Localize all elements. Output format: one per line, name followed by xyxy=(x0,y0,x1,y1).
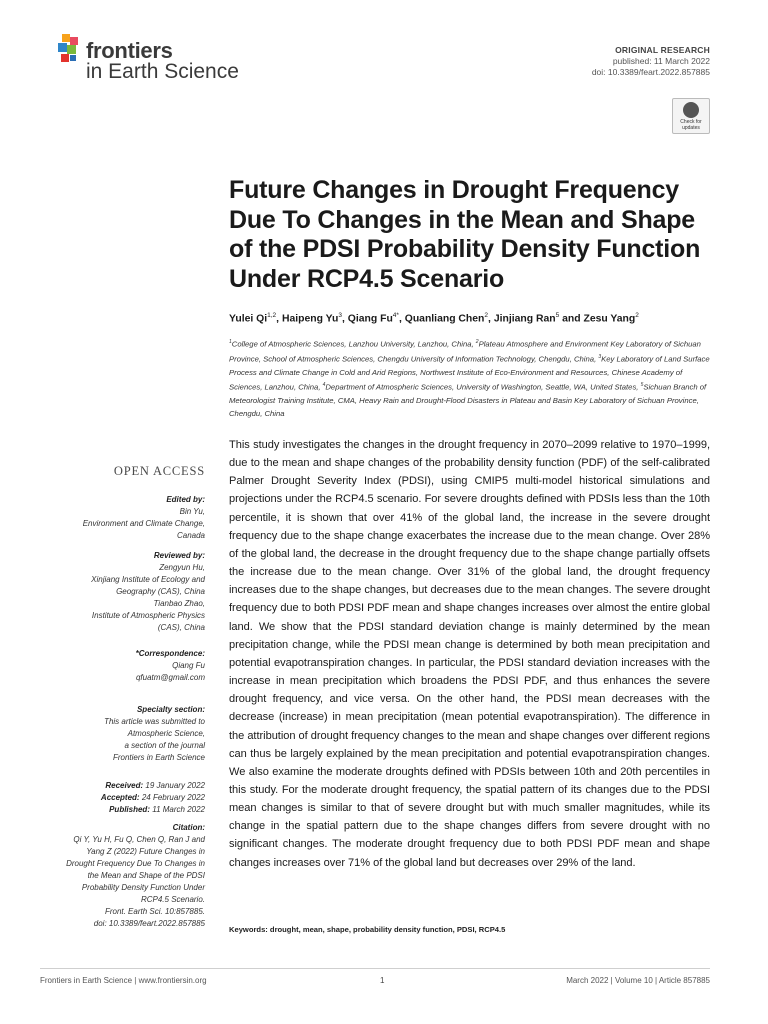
author-name[interactable]: Quanliang Chen xyxy=(404,313,485,325)
published-date: published: 11 March 2022 xyxy=(612,56,710,66)
reviewer-line: (CAS), China xyxy=(157,623,205,632)
reviewer-line: Geography (CAS), China xyxy=(116,587,205,596)
author-affiliation-marker: 2 xyxy=(635,312,639,319)
frontiers-logo-icon xyxy=(56,34,82,68)
affiliations xyxy=(229,336,715,420)
correspondence-email[interactable]: qfuatm@gmail.com xyxy=(135,673,205,682)
affiliation-text: Key Laboratory of Land Surface Process and Climate Change in Cold and Arid Regions, Northwest Institute of Eco-Environment and Resources, Chinese Academy of Sciences, Lanzhou, China, xyxy=(229,354,710,392)
journal-brand: frontiers xyxy=(86,38,173,63)
page-number: 1 xyxy=(380,976,385,985)
citation-line: Front. Earth Sci. 10:857885. xyxy=(104,907,205,916)
editor-line: Environment and Climate Change, xyxy=(82,519,205,528)
affiliation-number: 1 xyxy=(229,339,232,345)
received-date: Received: 19 January 2022 xyxy=(105,781,205,790)
edited-by-section xyxy=(35,494,205,542)
author-affiliation-marker: 2 xyxy=(484,312,489,319)
affiliation-text: Plateau Atmosphere and Environment Key Laboratory of Sichuan Province, School of Atmospheric Sciences, Chengdu University of Information Technology, Chengdu, China, xyxy=(229,339,701,364)
correspondence-name: Qiang Fu xyxy=(172,661,205,670)
reviewed-by-section xyxy=(35,550,205,634)
citation-line: Drought Frequency Due To Changes in xyxy=(66,859,205,868)
article-doi[interactable]: doi: 10.3389/feart.2022.857885 xyxy=(591,67,710,77)
author-name[interactable]: Haipeng Yu xyxy=(281,313,339,325)
edited-by-heading: Edited by: xyxy=(166,495,205,504)
reviewer-line: Xinjiang Institute of Ecology and xyxy=(91,575,205,584)
article-meta xyxy=(592,45,710,78)
accepted-date: Accepted: 24 February 2022 xyxy=(100,793,205,802)
footer-issue-info: March 2022 | Volume 10 | Article 857885 xyxy=(566,976,710,985)
article-title: Future Changes in Drought Frequency Due To Changes in the Mean and Shape of the PDSI Probability Density Function Under RCP4.5 Scenario xyxy=(229,176,701,293)
citation-line: the Mean and Shape of the PDSI xyxy=(87,871,205,880)
citation-line: RCP4.5 Scenario. xyxy=(140,895,205,904)
author-list: Yulei Qi$^{1,2}$, Haipeng Yu$^3$, Qiang $Fu^{4*}$, Quanliang Chen$^2$, Jinjiang Ran$^5$ and Zesu Yang$^2$ xyxy=(229,312,639,325)
author-name[interactable]: Yulei Qi xyxy=(229,313,268,325)
citation-line: Yang Z (2022) Future Changes in xyxy=(86,847,205,856)
check-updates-icon xyxy=(683,102,699,118)
footer-divider xyxy=(40,968,710,969)
check-updates-label: Check for updates xyxy=(680,119,702,131)
reviewer-line: Tianbao Zhao, xyxy=(153,599,205,608)
affiliation-text: Department of Atmospheric Sciences, University of Washington, Seattle, WA, United States, xyxy=(325,382,641,392)
affiliation-number: 4 xyxy=(322,381,326,388)
specialty-line: This article was submitted to xyxy=(104,717,205,726)
affiliation-number: 3 xyxy=(598,353,602,360)
specialty-section xyxy=(35,704,205,764)
journal-name: in Earth Science xyxy=(86,60,239,83)
editor-line: Canada xyxy=(176,531,205,540)
correspondence-section xyxy=(35,648,205,684)
check-for-updates-button[interactable] xyxy=(672,98,710,134)
affiliation-number: 2 xyxy=(475,339,479,345)
affiliation-text: College of Atmospheric Sciences, Lanzhou University, Lanzhou, China, xyxy=(231,339,476,349)
citation-line: Qi Y, Yu H, Fu Q, Chen Q, Ran J and xyxy=(73,835,205,844)
open-access-label: OPEN ACCESS xyxy=(113,464,205,478)
abstract: This study investigates the changes in the drought frequency in 2070–2099 relative to 1970–1999, due to the mean and shape changes of the probability density function (PDF) of the self-calibrated Palmer Drought Severity Index (PDSI), using CMIP5 multi-model historical simulations and projections under the RCP4.5 scenario. For severe droughts defined with PDSIs less than the 10th percentile, it is shown that over 41% of the global land, the increase in the severe drought frequency due to the shape change exacerbates the increase due to the mean change. Over 28% of the global land, the decrease in the drought frequency due to the shape change partially offsets the increase due to the mean change. Over 31% of the global land, the drought frequency increases due to the shape changes, but decreases due to the mean changes. The severe drought frequency due to both PDSI PDF mean and shape changes increases over almost the entire global land. We show that the PDSI standard deviation change is mainly determined by the mean precipitation change, while the PDSI mean change is determined by both mean precipitation and potential evapotranspiration changes. In particular, the PDSI standard deviation increases with the increase in mean precipitation which broadens the PDSI PDF, and thus enhances the severe drought frequency, and vice versa. On the other hand, the PDSI mean decreases with the decrease (increase) in mean precipitation (mean potential evapotranspiration). The difference in the attribution of drought frequency changes to the mean and shape changes over different regions can thus be largely explained by the mean precipitation and potential evapotranspiration changes. We also examine the moderate droughts defined with PDSIs between 10th and 20th percentiles in this study. For the moderate drought frequency, the spatial pattern of its changes due to the PDSI mean changes is similar to that of severe drought but with much smaller magnitudes, while its change in the spatial pattern due to the shape changes differs from severe drought with no significant changes. The moderate drought frequency due to both PDSI PDF mean and shape changes increases over 71% of the global land but decreases over 29% of the land. xyxy=(229,439,710,869)
reviewer-line: Zengyun Hu, xyxy=(159,563,205,572)
citation-line: Probability Density Function Under xyxy=(81,883,205,892)
author-name[interactable]: Jinjiang Ran xyxy=(493,313,556,325)
keywords: Keywords: drought, mean, shape, probability density function, PDSI, RCP4.5 xyxy=(229,925,506,934)
reviewed-by-heading: Reviewed by: xyxy=(153,551,205,560)
affiliation-number: 5 xyxy=(640,381,644,388)
correspondence-heading: *Correspondence: xyxy=(135,649,205,658)
author-affiliation-marker: 5 xyxy=(555,312,560,319)
citation-doi[interactable]: doi: 10.3389/feart.2022.857885 xyxy=(93,919,205,928)
specialty-line: Frontiers in Earth Science xyxy=(112,753,205,762)
journal-logo[interactable] xyxy=(56,34,256,84)
footer-journal-link[interactable]: Frontiers in Earth Science | www.frontiersin.org xyxy=(40,976,207,985)
author-affiliation-marker: 1,2 xyxy=(267,312,277,319)
specialty-line: a section of the journal xyxy=(124,741,205,750)
author-name[interactable]: Zesu Yang xyxy=(583,313,636,325)
author-name[interactable]: Qiang Fu xyxy=(347,313,393,325)
article-type: ORIGINAL RESEARCH xyxy=(615,45,710,55)
dates-section xyxy=(35,780,205,816)
citation-section xyxy=(35,822,205,930)
author-affiliation-marker: 3 xyxy=(338,312,342,319)
affiliation-text: Sichuan Branch of Meteorologist Training Institute, CMA, Heavy Rain and Drought-Flood Disasters in Plateau and Basin Key Laboratory of Sichuan Province, Chengdu, China xyxy=(229,382,707,418)
citation-heading: Citation: xyxy=(172,823,205,832)
specialty-line: Atmospheric Science, xyxy=(127,729,205,738)
specialty-heading: Specialty section: xyxy=(136,705,205,714)
editor-line: Bin Yu, xyxy=(179,507,205,516)
published-date-sidebar: Published: 11 March 2022 xyxy=(109,805,205,814)
author-affiliation-marker: 4* xyxy=(392,312,399,319)
reviewer-line: Institute of Atmospheric Physics xyxy=(91,611,205,620)
